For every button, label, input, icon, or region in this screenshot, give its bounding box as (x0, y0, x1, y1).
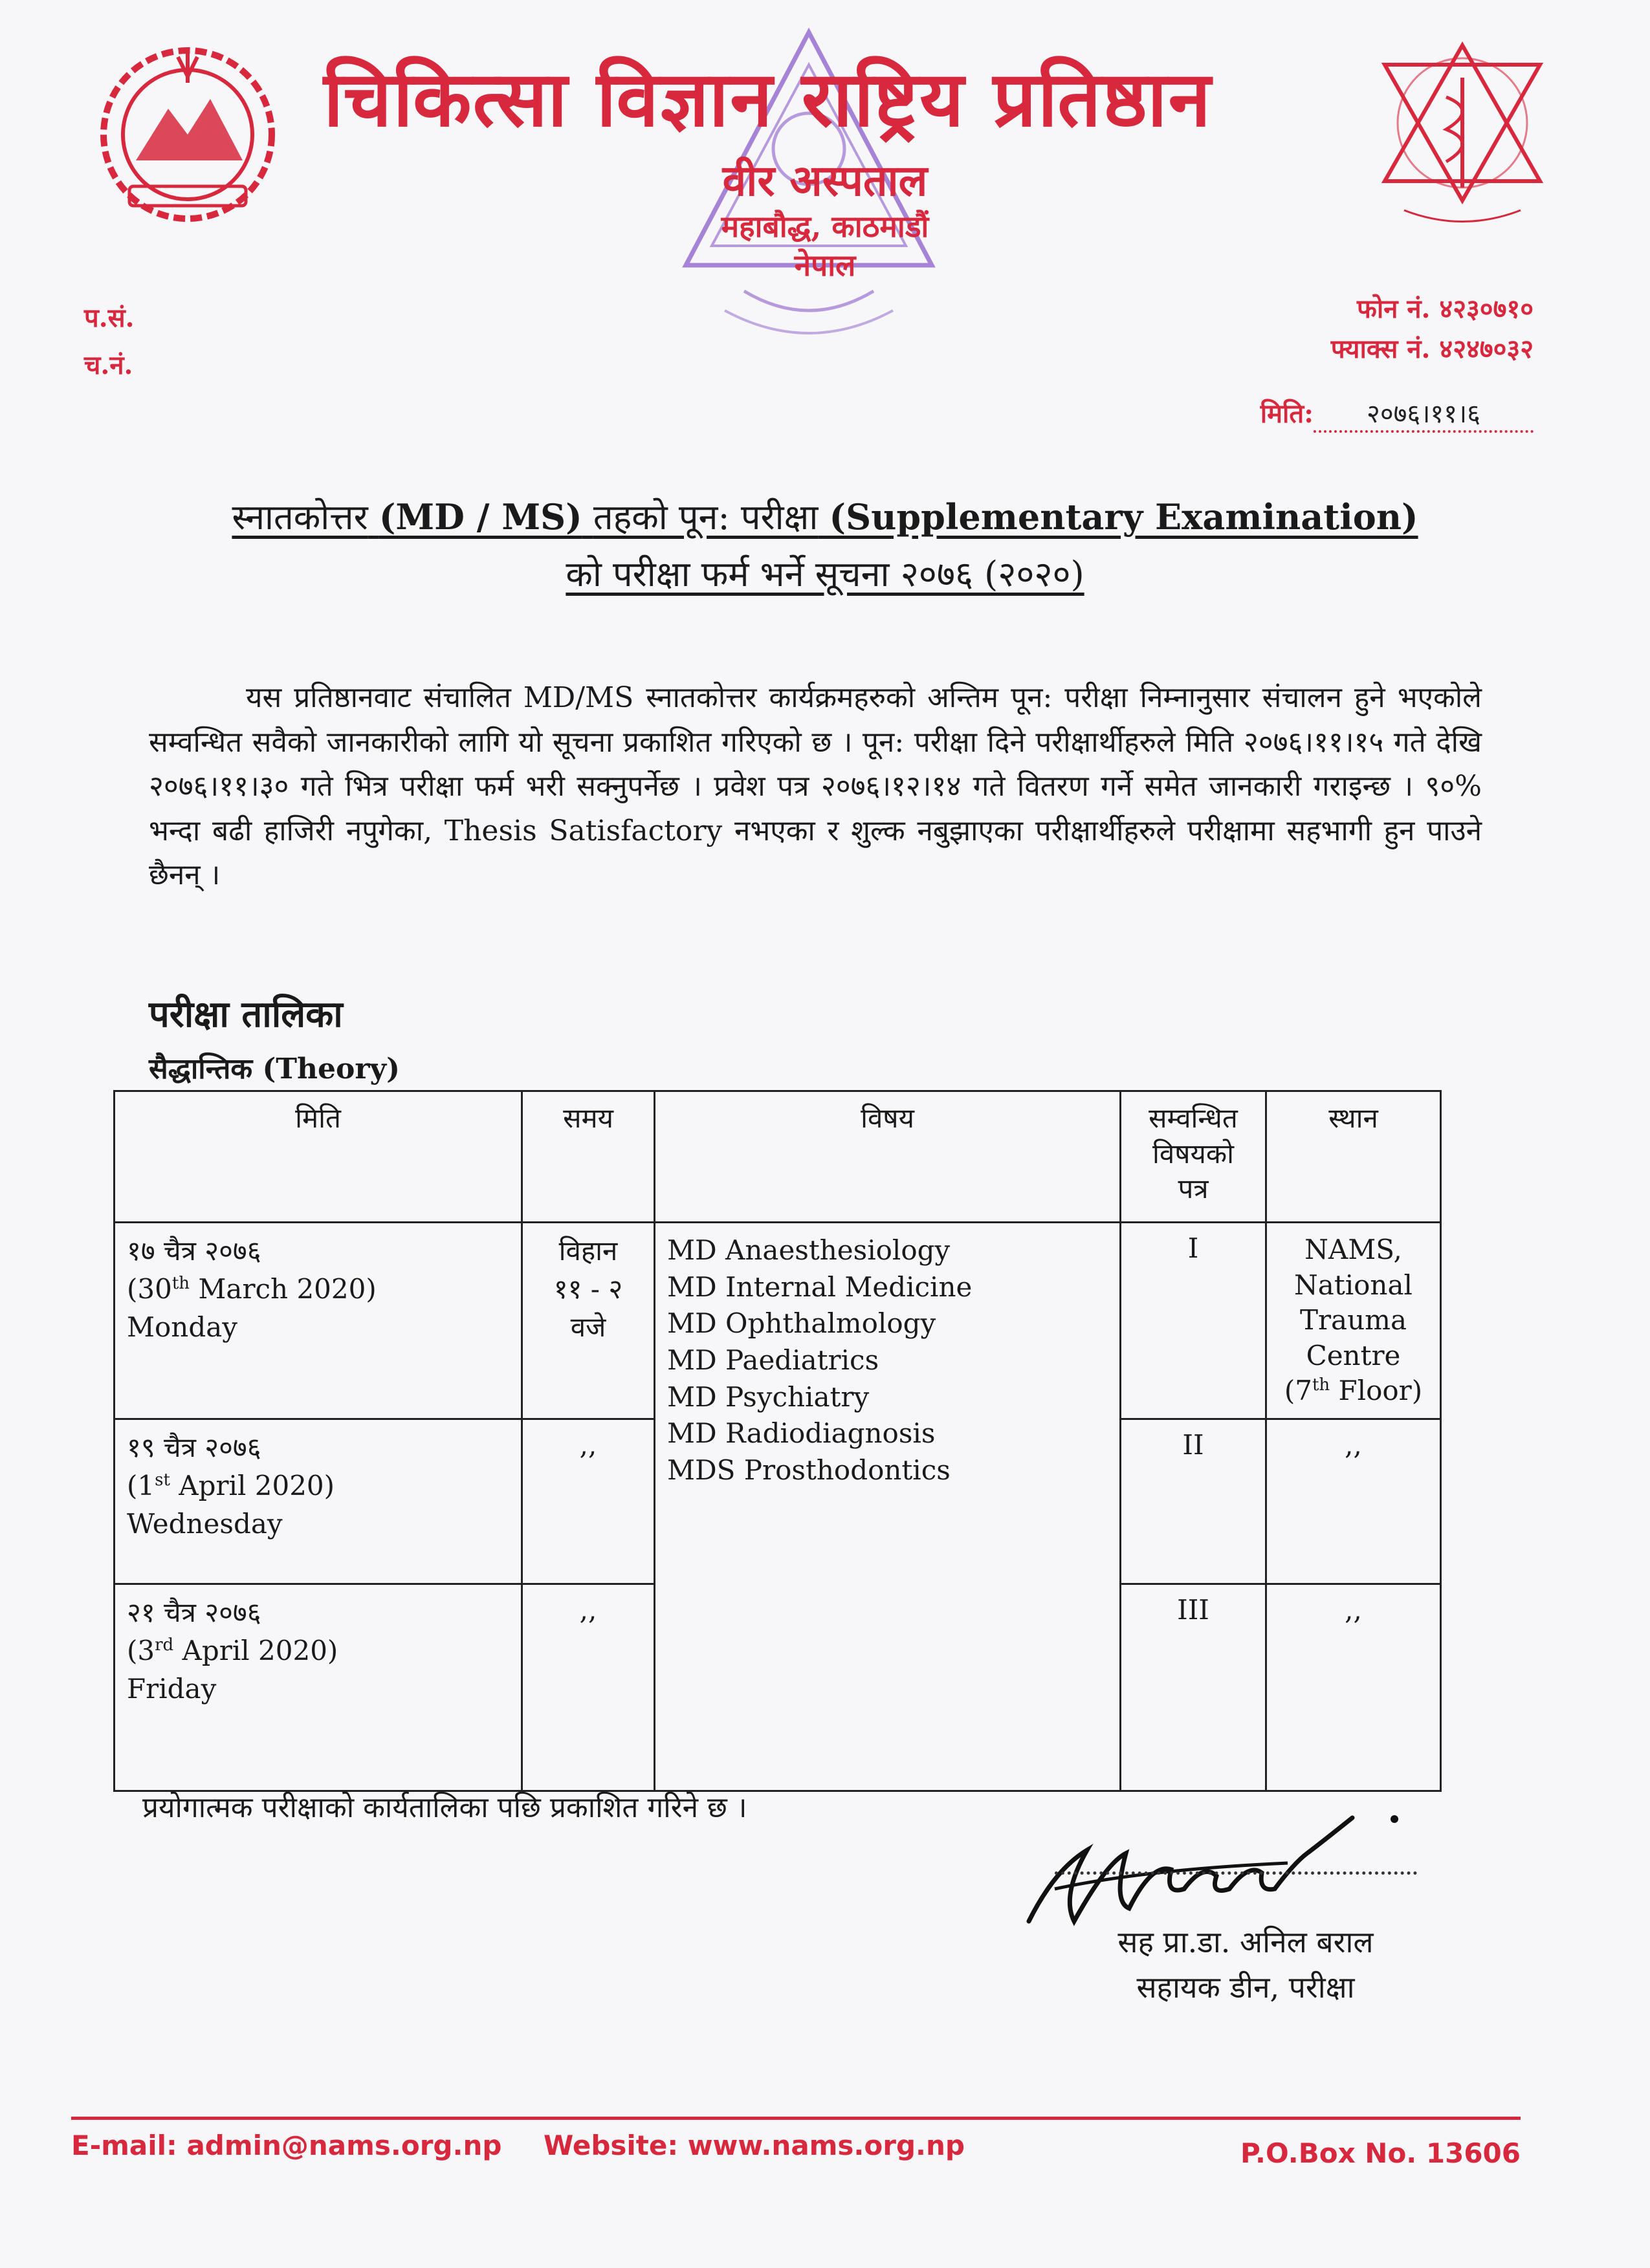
practical-exam-note: प्रयोगात्मक परीक्षाको कार्यतालिका पछि प्रकाशित गरिने छ । (142, 1791, 747, 1824)
heading-level-en: (MD / MS) (379, 496, 582, 538)
row-3-date-en-sup: rd (155, 1635, 174, 1655)
subject-item: MD Ophthalmology (667, 1307, 936, 1340)
header-venue: स्थान (1266, 1091, 1441, 1223)
row-3-date-en-post: April 2020) (173, 1634, 338, 1666)
phone-number: फोन नं. ४२३०७१० (1357, 294, 1534, 324)
subject-list (655, 1223, 1121, 1791)
notice-heading-line-2 (0, 549, 1650, 596)
signature-line (1055, 1871, 1417, 1875)
row-2-venue: ,, (1266, 1419, 1441, 1584)
row-3-venue: ,, (1266, 1584, 1441, 1791)
footer-email: E-mail: admin@nams.org.np (71, 2130, 502, 2161)
dispatch-number-label: च.नं. (84, 350, 133, 380)
row-1-date (115, 1223, 522, 1419)
row-1-time (522, 1223, 655, 1419)
row-1-day: Monday (127, 1311, 237, 1343)
row-2-date-en-post: April 2020) (170, 1469, 335, 1501)
signatory-title: सहायक डीन, परीक्षा (1136, 1970, 1355, 2005)
row-3-paper: III (1121, 1584, 1266, 1791)
signatory-name: सह प्रा.डा. अनिल बराल (1117, 1925, 1374, 1959)
row-2-date-ne: १९ चैत्र २०७६ (127, 1431, 261, 1463)
address-line-1: महाबौद्ध, काठमाडौं (721, 209, 929, 244)
table-row (115, 1223, 1441, 1419)
row-2-day: Wednesday (127, 1507, 283, 1540)
reference-number-label: प.सं. (84, 303, 135, 333)
date-value: २०७६।११।६ (1314, 395, 1534, 433)
row-3-date (115, 1584, 522, 1791)
venue-line-2: National (1294, 1269, 1413, 1301)
heading-supplementary-ne: तहको पून: परीक्षा (593, 497, 819, 538)
header-paper-line-3: पत्र (1178, 1173, 1209, 1205)
row-2-date-en-pre: (1 (127, 1469, 155, 1501)
heading-supplementary-en: (Supplementary Examination) (829, 496, 1418, 538)
row-3-date-ne: २१ चैत्र २०७६ (127, 1596, 261, 1628)
row-1-time-line-2: ११ - २ (553, 1272, 623, 1305)
row-3-day: Friday (127, 1672, 217, 1705)
header-date: मिति (115, 1091, 522, 1223)
subject-item: MD Internal Medicine (667, 1270, 973, 1303)
row-1-date-en-sup: th (171, 1273, 190, 1293)
row-2-date (115, 1419, 522, 1584)
exam-schedule-table (113, 1090, 1442, 1792)
subject-item: MD Radiodiagnosis (667, 1417, 936, 1450)
notice-heading-line-1 (0, 492, 1650, 540)
subject-item: MD Paediatrics (667, 1344, 879, 1377)
header-paper-line-1: सम्वन्धित (1149, 1102, 1238, 1134)
row-2-paper: II (1121, 1419, 1266, 1584)
header-paper-line-2: विषयको (1152, 1137, 1234, 1170)
footer-divider (71, 2117, 1521, 2120)
header-time: समय (522, 1091, 655, 1223)
table-header-row (115, 1091, 1441, 1223)
heading-level-ne: स्नातकोत्तर (232, 497, 368, 538)
venue-floor-pre: (7 (1284, 1375, 1312, 1407)
row-1-paper: I (1121, 1223, 1266, 1419)
row-3-date-en-pre: (3 (127, 1634, 155, 1666)
venue-line-1: NAMS, (1304, 1234, 1402, 1265)
subject-item: MDS Prosthodontics (667, 1454, 951, 1487)
row-1-date-en-pre: (30 (127, 1272, 172, 1305)
row-3-time: ,, (522, 1584, 655, 1791)
date-label: मिति: (1260, 398, 1314, 429)
venue-line-3: Trauma (1299, 1304, 1407, 1336)
schedule-subtitle-en: (Theory) (262, 1052, 400, 1085)
footer-po-box: P.O.Box No. 13606 (1240, 2137, 1521, 2169)
subject-item: MD Anaesthesiology (667, 1234, 951, 1266)
row-1-time-line-1: विहान (558, 1235, 618, 1267)
row-2-time: ,, (522, 1419, 655, 1584)
venue-floor-post: Floor) (1330, 1375, 1423, 1407)
hospital-name: वीर अस्पताल (722, 155, 928, 206)
header-subject: विषय (655, 1091, 1121, 1223)
row-1-time-line-3: वजे (570, 1311, 606, 1343)
heading-form-notice: को परीक्षा फर्म भर्ने सूचना २०७६ (२०२०) (566, 554, 1084, 594)
institute-name: चिकित्सा विज्ञान राष्ट्रिय प्रतिष्ठान (324, 54, 1213, 144)
letter-date (1260, 395, 1534, 433)
schedule-subtitle (149, 1048, 400, 1087)
row-1-venue (1266, 1223, 1441, 1419)
venue-line-4: Centre (1306, 1339, 1401, 1371)
footer-website: Website: www.nams.org.np (544, 2130, 965, 2161)
address-line-2: नेपाल (794, 248, 856, 283)
row-1-date-ne: १७ चैत्र २०७६ (127, 1235, 261, 1267)
subject-item: MD Psychiatry (667, 1380, 870, 1413)
fax-number: फ्याक्स नं. ४२४७०३२ (1330, 334, 1534, 364)
notice-body: यस प्रतिष्ठानवाट संचालित MD/MS स्नातकोत्तर कार्यक्रमहरुको अन्तिम पून: परीक्षा निम्नानुसार संचालन हुने भएकोले सम्वन्धित सवैको जानकारीको लागि यो सूचना प्रकाशित गरिएको छ । पून: परीक्षा दिने परीक्षार्थीहरुले मिति २०७६।११।१५ गते देखि २०७६।११।३० गते भित्र परीक्षा फर्म भरी सक्नुपर्नेछ । प्रवेश पत्र २०७६।१२।१४ गते वितरण गर्ने समेत जानकारी गराइन्छ । ९०% भन्दा बढी हाजिरी नपुगेका, Thesis Satisfactory नभएका र शुल्क नबुझाएका परीक्षार्थीहरुले परीक्षामा सहभागी हुन पाउने छैनन् । (149, 681, 1482, 891)
row-2-date-en-sup: st (155, 1470, 170, 1490)
handwritten-signature (1016, 1792, 1417, 1941)
schedule-subtitle-ne: सैद्धान्तिक (149, 1052, 253, 1085)
schedule-title: परीक्षा तालिका (149, 993, 343, 1036)
header-paper (1121, 1091, 1266, 1223)
venue-floor-sup: th (1312, 1375, 1330, 1395)
row-1-date-en-post: March 2020) (190, 1272, 377, 1305)
